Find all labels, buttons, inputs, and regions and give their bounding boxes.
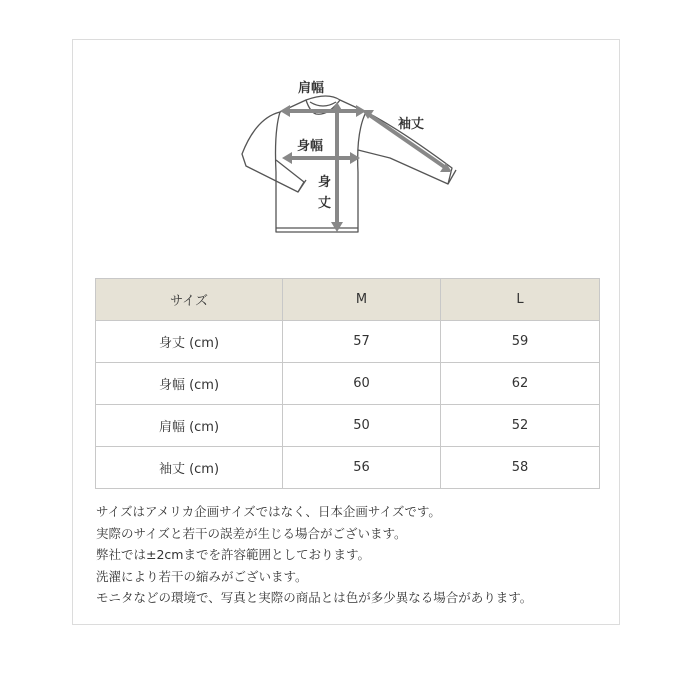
body-length-label-top: 身 <box>318 175 332 190</box>
table-row <box>96 405 600 447</box>
note-line: サイズはアメリカ企画サイズではなく、日本企画サイズです。 <box>96 504 441 519</box>
cell-l: 59 <box>441 321 600 363</box>
row-label: 身幅 (cm) <box>96 363 283 405</box>
body-length-label-bottom: 丈 <box>318 196 332 211</box>
header-m: M <box>283 279 441 321</box>
row-label: 肩幅 (cm) <box>96 405 283 447</box>
table-row <box>96 447 600 489</box>
note-line: モニタなどの環境で、写真と実際の商品とは色が多少異なる場合があります。 <box>96 590 533 605</box>
note-line: 弊社では±2cmまでを許容範囲としております。 <box>96 547 370 562</box>
size-table <box>95 278 600 489</box>
cell-m: 60 <box>283 363 441 405</box>
size-notes <box>96 501 616 609</box>
cell-m: 57 <box>283 321 441 363</box>
sleeve-length-label: 袖丈 <box>398 117 425 132</box>
cell-l: 52 <box>441 405 600 447</box>
garment-measurement-diagram <box>230 72 470 242</box>
table-header-row <box>96 279 600 321</box>
row-label: 袖丈 (cm) <box>96 447 283 489</box>
table-row <box>96 363 600 405</box>
row-label: 身丈 (cm) <box>96 321 283 363</box>
header-l: L <box>441 279 600 321</box>
cell-m: 56 <box>283 447 441 489</box>
shoulder-width-label: 肩幅 <box>298 81 325 96</box>
body-width-label: 身幅 <box>297 139 324 154</box>
note-line: 洗濯により若干の縮みがございます。 <box>96 568 308 584</box>
cell-m: 50 <box>283 405 441 447</box>
table-row <box>96 321 600 363</box>
header-size: サイズ <box>96 279 283 321</box>
cell-l: 62 <box>441 363 600 405</box>
shoulder-width-arrow <box>280 105 366 117</box>
cell-l: 58 <box>441 447 600 489</box>
note-line: 実際のサイズと若干の誤差が生じる場合がございます。 <box>96 525 407 541</box>
body-length-arrow <box>331 102 343 232</box>
